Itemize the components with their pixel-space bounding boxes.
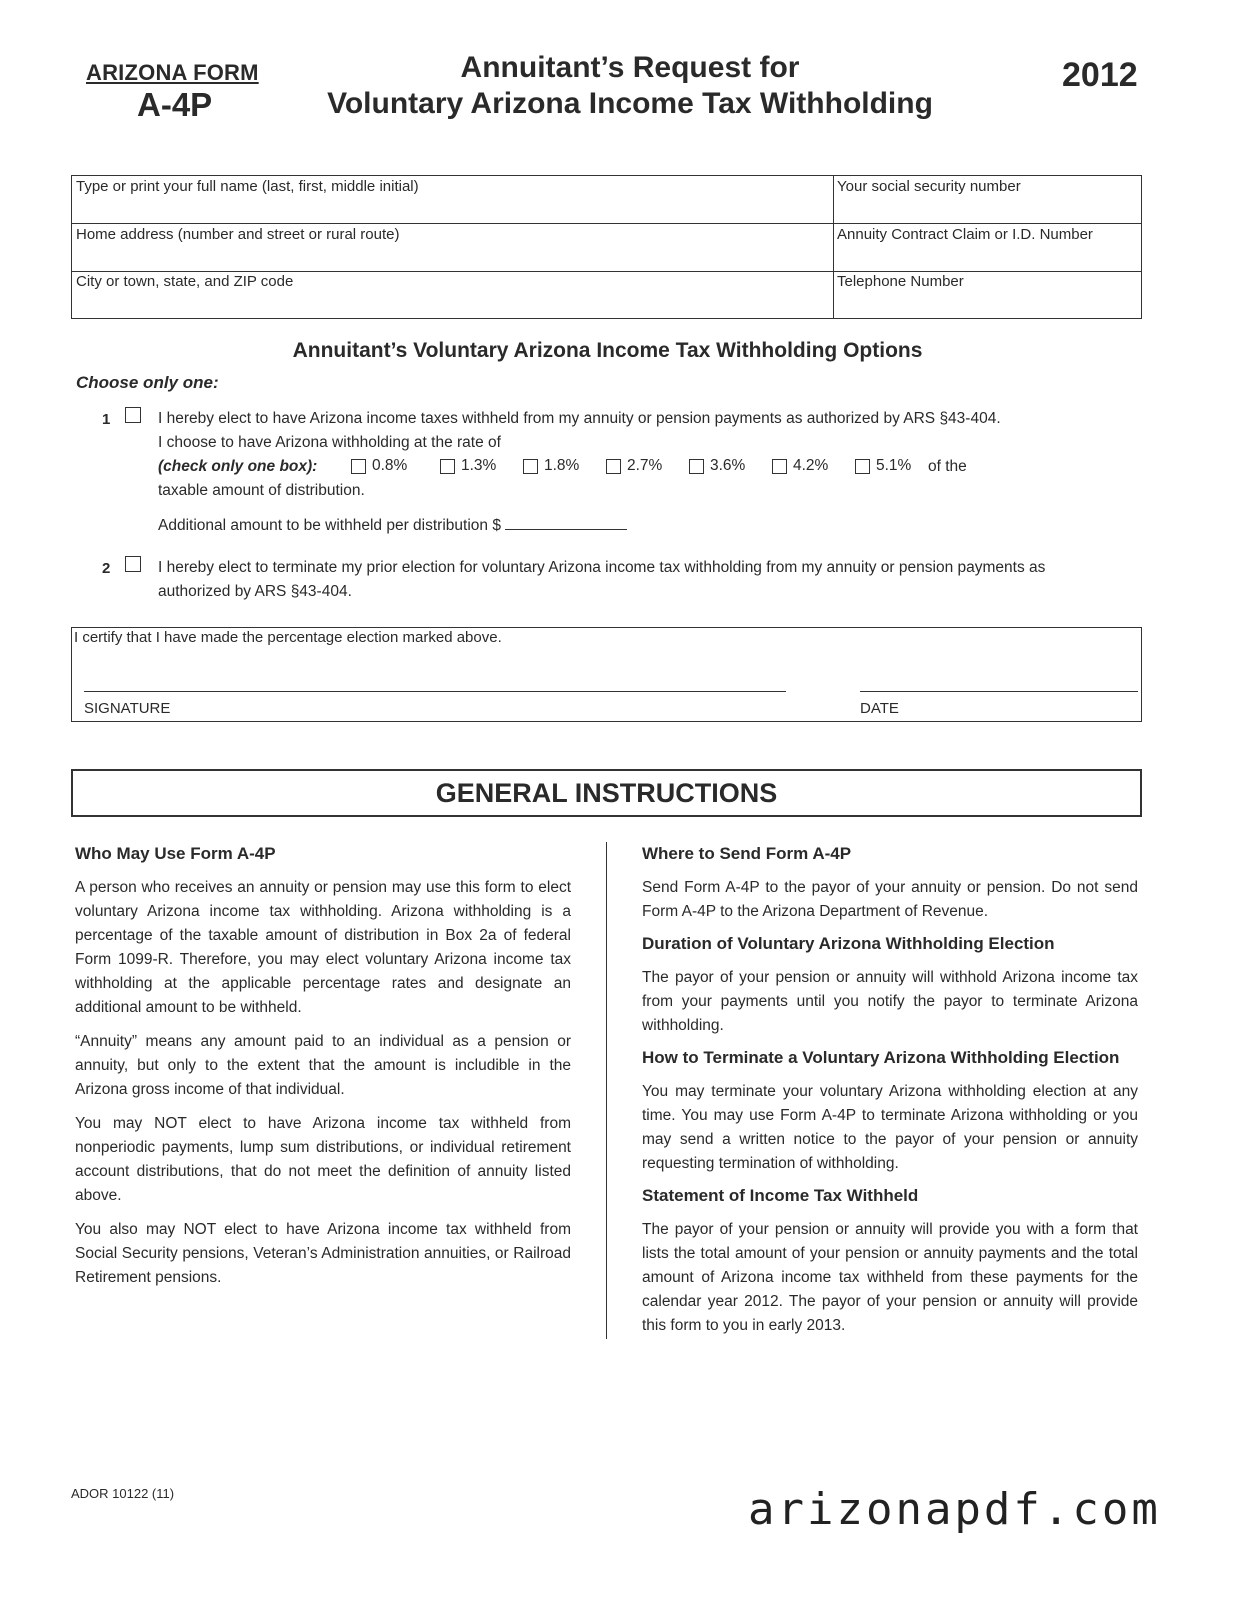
form-label: ARIZONA FORM <box>86 60 259 85</box>
city-state-zip-field[interactable]: City or town, state, and ZIP code <box>76 273 294 290</box>
column-divider <box>833 224 834 271</box>
city-row <box>72 271 1141 318</box>
instructions-right-column <box>642 844 1138 1348</box>
signature-line[interactable] <box>84 691 786 692</box>
option-2-number: 2 <box>102 560 111 577</box>
rate-checkbox[interactable] <box>606 459 621 474</box>
how-to-terminate-paragraph: You may terminate your voluntary Arizona withholding election at any time. You may use Form A-4P to terminate Arizona withholding or you may send a written notice to the payor of your pension or annuity requesting termination of withholding. <box>642 1083 1138 1172</box>
ssn-field[interactable]: Your social security number <box>837 178 1021 195</box>
address-row <box>72 224 1141 272</box>
date-line[interactable] <box>860 691 1138 692</box>
rate-checkbox[interactable] <box>855 459 870 474</box>
where-to-send-paragraph: Send Form A-4P to the payor of your annuity or pension. Do not send Form A-4P to the Arizona Department of Revenue. <box>642 879 1138 920</box>
rate-label: 1.3% <box>461 457 497 474</box>
options-title: Annuitant’s Voluntary Arizona Income Tax Withholding Options <box>292 339 923 362</box>
rate-checkbox[interactable] <box>772 459 787 474</box>
of-the-text: of the <box>928 458 967 475</box>
rate-label: 3.6% <box>710 457 746 474</box>
instructions-left-column <box>75 844 571 1300</box>
additional-amount-field[interactable] <box>505 516 627 530</box>
column-divider <box>833 271 834 318</box>
rate-label: 0.8% <box>372 457 408 474</box>
check-only-one-label: (check only one box): <box>158 458 318 475</box>
taxable-amount-text: taxable amount of distribution. <box>158 482 365 499</box>
where-to-send-heading: Where to Send Form A-4P <box>642 844 852 863</box>
statement-heading: Statement of Income Tax Withheld <box>642 1186 919 1205</box>
who-may-use-heading: Who May Use Form A-4P <box>75 844 276 863</box>
column-separator <box>606 842 607 1339</box>
rate-checkbox[interactable] <box>440 459 455 474</box>
rate-option-4-2[interactable] <box>772 457 828 475</box>
option-2-text-cont: authorized by ARS §43-404. <box>158 583 352 600</box>
option-1-number: 1 <box>102 411 111 428</box>
contract-id-field[interactable]: Annuity Contract Claim or I.D. Number <box>837 226 1093 243</box>
date-label: DATE <box>860 700 899 717</box>
address-field[interactable]: Home address (number and street or rural route) <box>76 226 400 243</box>
form-code: ADOR 10122 (11) <box>71 1486 175 1501</box>
additional-amount-row <box>158 514 627 538</box>
social-security-paragraph: You also may NOT elect to have Arizona income tax withheld from Social Security pensions, Veteran’s Administration annuities, or Railroad Retirement pensions. <box>75 1221 571 1286</box>
rate-label: 1.8% <box>544 457 580 474</box>
signature-label: SIGNATURE <box>84 700 171 717</box>
how-to-terminate-heading: How to Terminate a Voluntary Arizona Withholding Election <box>642 1048 1120 1067</box>
annuity-definition-paragraph: “Annuity” means any amount paid to an individual as a pension or annuity, but only to the extent that the amount is includible in the Arizona gross income of that individual. <box>75 1033 571 1098</box>
rate-option-1-3[interactable] <box>440 457 496 475</box>
form-number: A-4P <box>137 86 213 123</box>
nonperiodic-paragraph: You may NOT elect to have Arizona income tax withheld from nonperiodic payments, lump sum distributions, or individual retirement account distributions, that do not meet the definition of annuity listed above. <box>75 1115 571 1204</box>
option-2-checkbox[interactable] <box>125 556 141 572</box>
rate-label: 4.2% <box>793 457 829 474</box>
statement-paragraph: The payor of your pension or annuity will provide you with a form that lists the total amount of your pension or annuity payments and the total amount of Arizona income tax withheld from these payments for the calendar year 2012. The payor of your pension or annuity will provide this form to you in early 2013. <box>642 1221 1138 1334</box>
watermark: arizonapdf.com <box>748 1484 1161 1535</box>
title-line-2: Voluntary Arizona Income Tax Withholding <box>327 87 933 120</box>
duration-paragraph: The payor of your pension or annuity will withhold Arizona income tax from your payments until you notify the payor to terminate Arizona withholding. <box>642 969 1138 1034</box>
duration-heading: Duration of Voluntary Arizona Withholding Election <box>642 934 1055 953</box>
rate-option-5-1[interactable] <box>855 457 911 475</box>
page-title <box>290 50 970 122</box>
column-divider <box>833 176 834 223</box>
rate-label: 2.7% <box>627 457 663 474</box>
rate-checkbox[interactable] <box>523 459 538 474</box>
rate-checkbox[interactable] <box>689 459 704 474</box>
certification-text: I certify that I have made the percentage election marked above. <box>74 629 502 646</box>
rate-option-3-6[interactable] <box>689 457 745 475</box>
rate-option-0-8[interactable] <box>351 457 407 475</box>
title-line-1: Annuitant’s Request for <box>460 51 800 84</box>
option-1-text: I hereby elect to have Arizona income taxes withheld from my annuity or pension payments as authorized by ARS §43-404. <box>158 410 1001 427</box>
telephone-field[interactable]: Telephone Number <box>837 273 964 290</box>
who-may-use-paragraph: A person who receives an annuity or pension may use this form to elect voluntary Arizona income tax withholding. Arizona withholding is a percentage of the taxable amount of distribution in Box 2a of federal Form 1099-R. Therefore, you may elect voluntary Arizona income tax withholding at the applicable percentage rates and designate an additional amount to be withheld. <box>75 879 571 1016</box>
option-1-checkbox[interactable] <box>125 407 141 423</box>
rate-option-1-8[interactable] <box>523 457 579 475</box>
rate-label: 5.1% <box>876 457 912 474</box>
certification-box <box>71 627 1142 722</box>
name-field[interactable]: Type or print your full name (last, first, middle initial) <box>76 178 419 195</box>
option-1-rate-text: I choose to have Arizona withholding at the rate of <box>158 434 501 451</box>
identification-box <box>71 175 1142 319</box>
option-2-text: I hereby elect to terminate my prior election for voluntary Arizona income tax withholding from my annuity or pension payments as <box>158 559 1046 576</box>
choose-only-one: Choose only one: <box>76 373 219 392</box>
additional-amount-label: Additional amount to be withheld per distribution $ <box>158 517 501 534</box>
form-year: 2012 <box>1062 56 1138 94</box>
rate-checkbox[interactable] <box>351 459 366 474</box>
rate-option-2-7[interactable] <box>606 457 662 475</box>
general-instructions-heading: GENERAL INSTRUCTIONS <box>71 769 1142 817</box>
name-row <box>72 176 1141 224</box>
